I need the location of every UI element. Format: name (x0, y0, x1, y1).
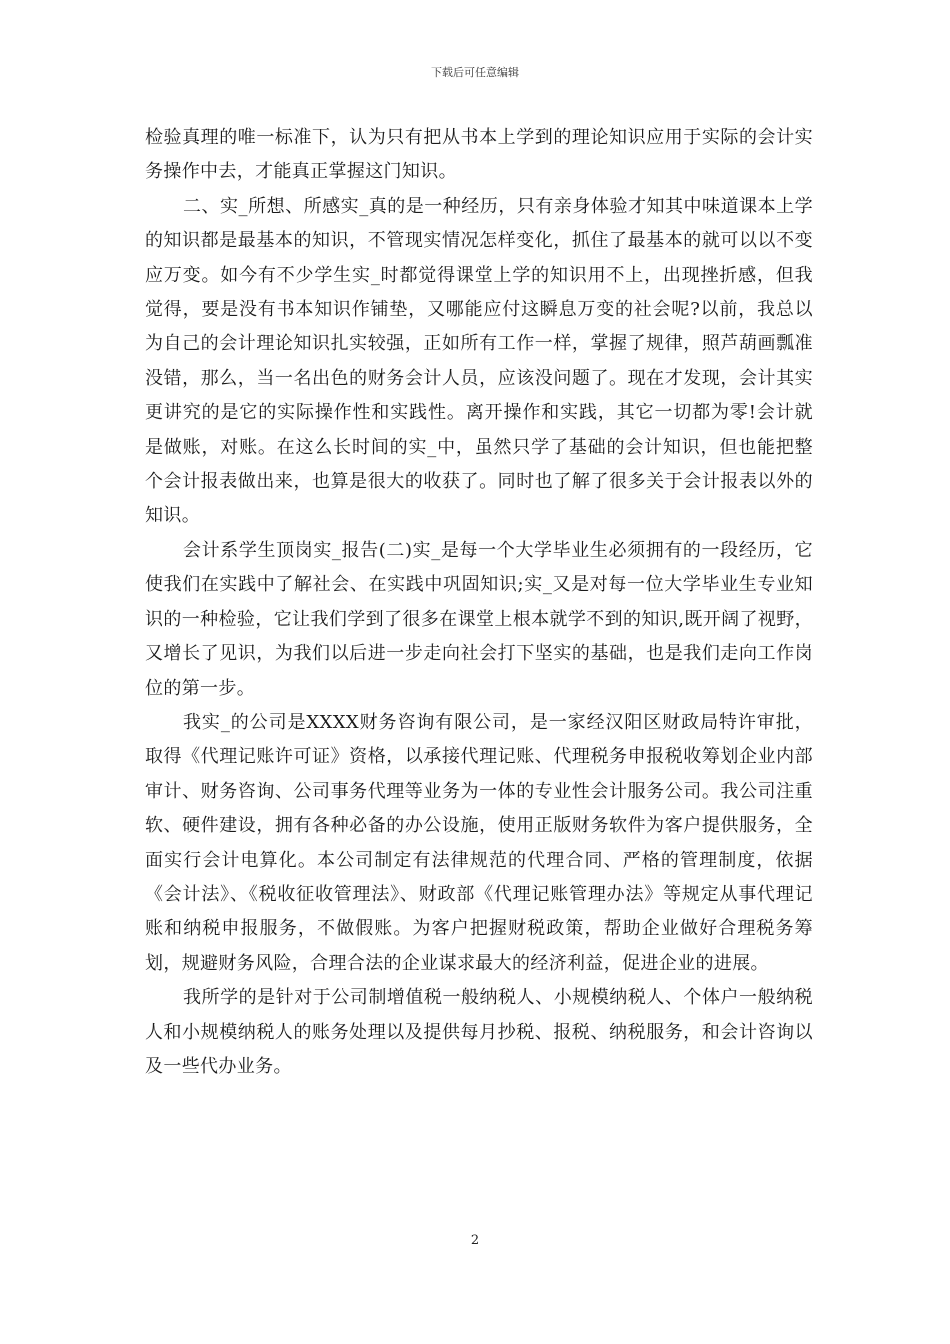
paragraph-continuation: 检验真理的唯一标准下，认为只有把从书本上学到的理论知识应用于实际的会计实务操作中去，才能真正掌握这门知识。 (145, 127, 813, 183)
paragraph-company-intro: 我实_的公司是XXXX财务咨询有限公司，是一家经汉阳区财政局特许审批，取得《代理记账许可证》资格，以承接代理记账、代理税务申报税收筹划企业内部审计、财务咨询、公司事务代理等业务为一体的专业性会计服务公司。我公司注重软、硬件建设，拥有各种必备的办公设施，使用正版财务软件为客户提供服务，全面实行会计电算化。本公司制定有法律规范的代理合同、严格的管理制度，依据《会计法》、《税收征收管理法》、财政部《代理记账管理办法》等规定从事代理记账和纳税申报服务，不做假账。为客户把握财税政策，帮助企业做好合理税务筹划，规避财务风险，合理合法的企业谋求最大的经济利益，促进企业的进展。 (145, 711, 813, 974)
paragraph-report-two: 会计系学生顶岗实_报告(二)实_是每一个大学毕业生必须拥有的一段经历，它使我们在实践中了解社会、在实践中巩固知识;实_又是对每一位大学毕业生专业知识的一种检验，它让我们学到了很多在课堂上根本就学不到的知识,既开阔了视野，又增长了见识，为我们以后进一步走向社会打下坚实的基础，也是我们走向工作岗位的第一步。 (145, 539, 813, 699)
paragraph-learning-scope: 我所学的是针对于公司制增值税一般纳税人、小规模纳税人、个体户一般纳税人和小规模纳税人的账务处理以及提供每月抄税、报税、纳税服务，和会计咨询以及一些代办业务。 (145, 987, 813, 1077)
document-body (145, 121, 813, 1084)
paragraph-section-two: 二、实_所想、所感实_真的是一种经历，只有亲身体验才知其中味道课本上学的知识都是最基本的知识，不管现实情况怎样变化，抓住了最基本的就可以以不变应万变。如今有不少学生实_时都觉得课堂上学的知识用不上，出现挫折感，但我觉得，要是没有书本知识作铺垫，又哪能应付这瞬息万变的社会呢?以前，我总以为自己的会计理论知识扎实较强，正如所有工作一样，掌握了规律，照芦葫画瓢准没错，那么，当一名出色的财务会计人员，应该没问题了。现在才发现，会计其实更讲究的是它的实际操作性和实践性。离开操作和实践，其它一切都为零!会计就是做账，对账。在这么长时间的实_中，虽然只学了基础的会计知识，但也能把整个会计报表做出来，也算是很大的收获了。同时也了解了很多关于会计报表以外的知识。 (145, 195, 813, 527)
page-header: 下载后可任意编辑 (431, 66, 519, 79)
page-number: 2 (470, 1233, 480, 1248)
